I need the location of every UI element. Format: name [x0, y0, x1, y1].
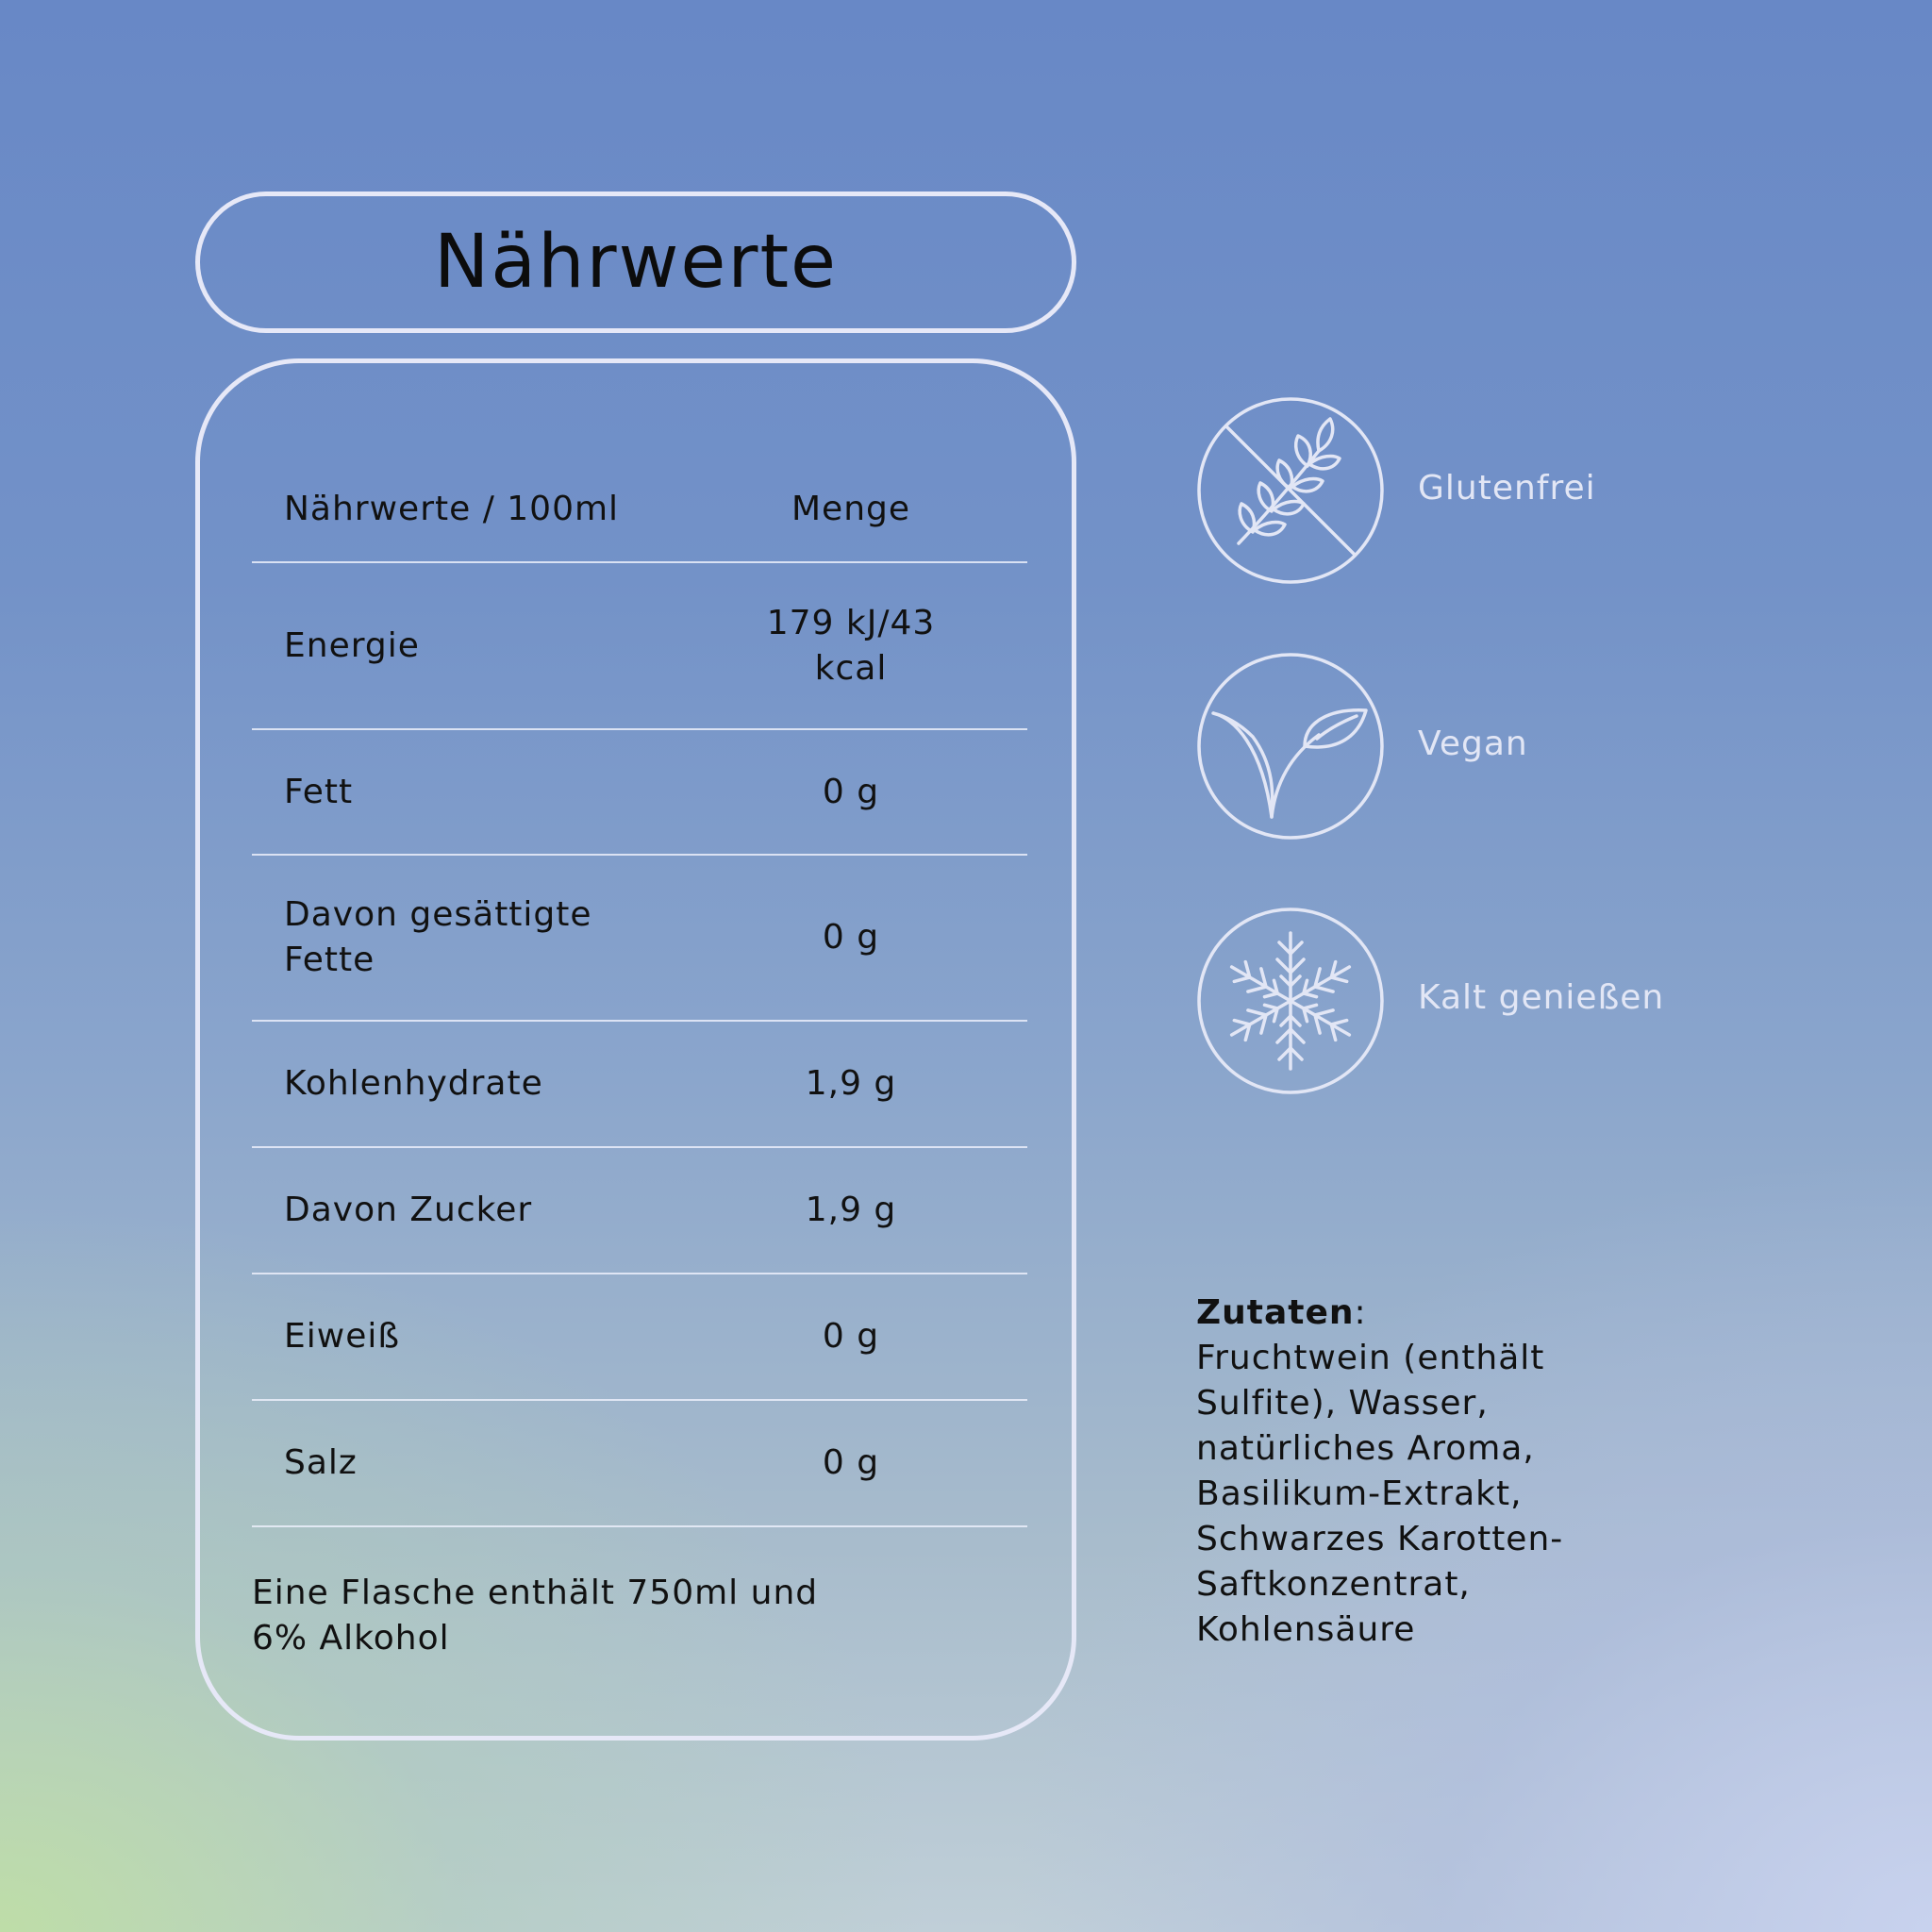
snowflake-icon — [1196, 907, 1385, 1095]
header-name: Nährwerte / 100ml — [284, 490, 620, 528]
row-name: Kohlenhydrate — [284, 1064, 543, 1103]
row-name: Salz — [284, 1443, 358, 1482]
table-row-salz — [252, 1401, 1027, 1525]
badge-label-kalt-geniessen: Kalt genießen — [1418, 978, 1665, 1017]
nutrition-table — [195, 358, 1076, 1740]
vegan-leaf-icon — [1196, 652, 1385, 841]
header-qty: Menge — [791, 490, 911, 528]
badge-label-vegan: Vegan — [1418, 724, 1528, 763]
row-name: Fett — [284, 772, 354, 811]
table-row-zucker — [252, 1148, 1027, 1273]
row-name: Energie — [284, 625, 420, 665]
row-name: Eiweiß — [284, 1317, 401, 1356]
row-qty: 0 g — [822, 1317, 880, 1356]
table-header-row — [252, 467, 1027, 552]
row-qty: 0 g — [822, 918, 880, 957]
badge-label-glutenfrei: Glutenfrei — [1418, 469, 1596, 508]
table-row-fett — [252, 730, 1027, 854]
ingredients-block — [1196, 1291, 1668, 1653]
table-row-gesaettigte-fette — [252, 856, 1027, 1020]
row-qty: 0 g — [822, 772, 880, 811]
row-qty: 0 g — [822, 1443, 880, 1482]
title-pill — [195, 192, 1076, 333]
ingredients-text: Fruchtwein (enthält Sulfite), Wasser, natürliches Aroma, Basilikum-Extrakt, Schwarzes Karotten- Saftkonzentrat, Kohlensäure — [1196, 1339, 1564, 1649]
page-title: Nährwerte — [433, 220, 839, 305]
ingredients-heading: Zutaten — [1196, 1293, 1355, 1332]
footnote: Eine Flasche enthält 750ml und 6% Alkohol — [252, 1574, 819, 1657]
row-name: Davon gesättigte Fette — [284, 895, 592, 979]
row-qty: 1,9 g — [805, 1064, 897, 1103]
table-row-eiweiss — [252, 1274, 1027, 1399]
divider — [252, 1525, 1027, 1527]
row-qty: 1,9 g — [805, 1191, 897, 1229]
row-qty: 179 kJ/43 kcal — [766, 603, 936, 688]
gluten-free-icon — [1196, 396, 1385, 585]
table-row-kohlenhydrate — [252, 1022, 1027, 1146]
row-name: Davon Zucker — [284, 1191, 533, 1229]
table-row-energie — [252, 563, 1027, 728]
ingredients-colon: : — [1354, 1293, 1367, 1332]
